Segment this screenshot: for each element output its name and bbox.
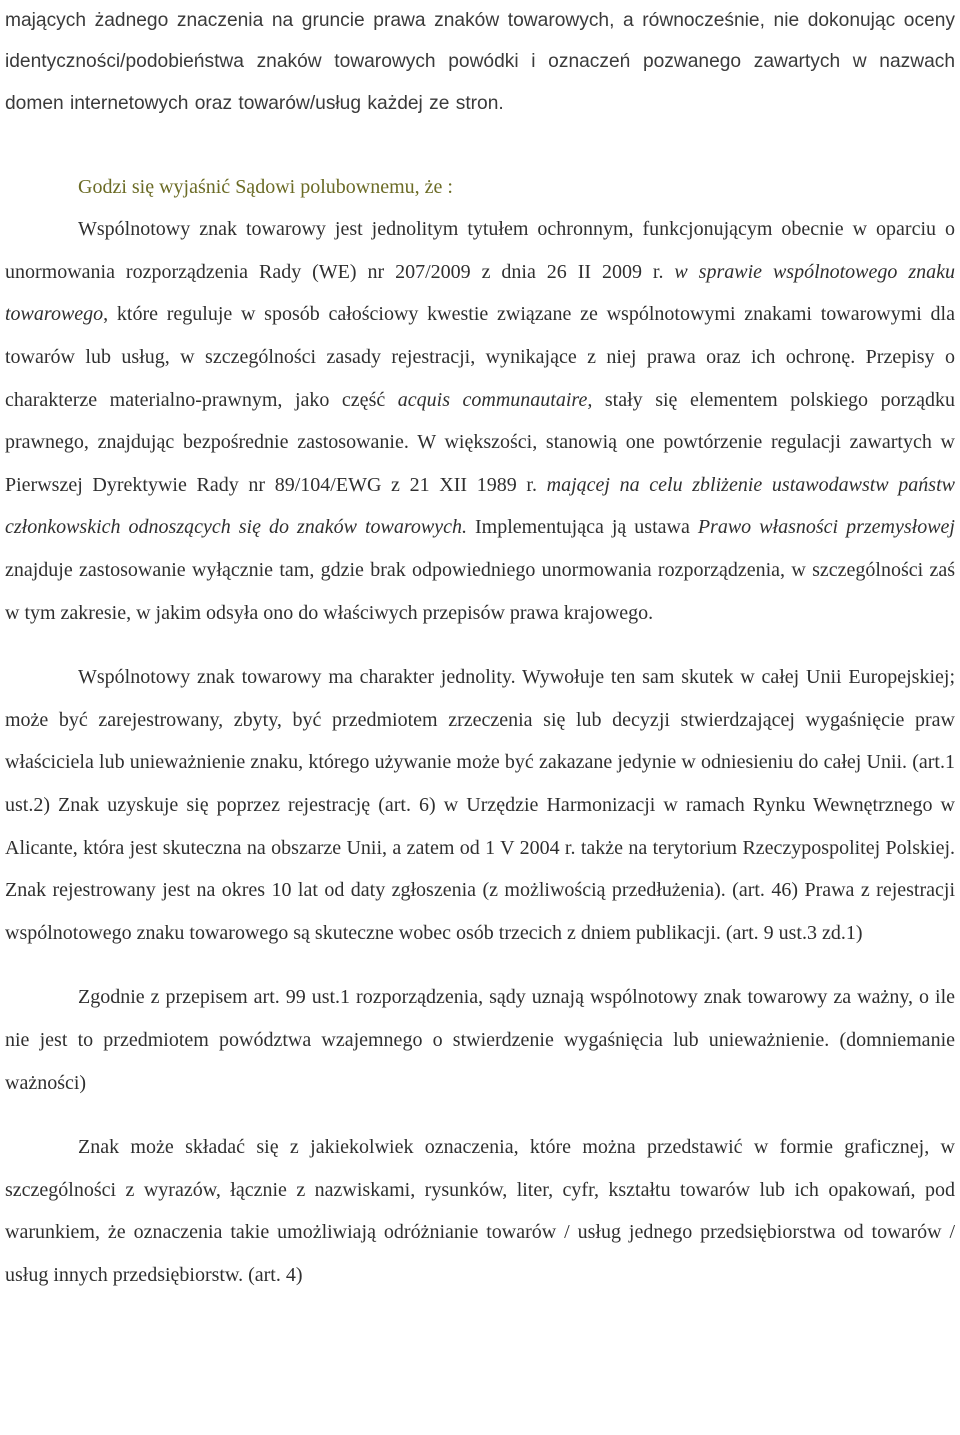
paragraph-community-trademark	[5, 208, 955, 634]
p1-acquis-term: acquis communautaire,	[397, 388, 593, 411]
paragraph-validity-presumption: Zgodnie z przepisem art. 99 ust.1 rozporządzenia, sądy uznają wspólnotowy znak towarowy za ważny, o ile nie jest to przedmiotem powództwa wzajemnego o stwierdzenie wygaśnięcia lub unieważnienie. (domniemanie ważności)	[5, 986, 955, 1094]
p1-directive-title: mającej na celu zbliżenie ustawodawstw państw członkowskich odnoszących się do znaków towarowych.	[5, 473, 955, 539]
intro-paragraph: mających żadnego znaczenia na gruncie prawa znaków towarowych, a równocześnie, nie dokonując oceny identyczności/podobieństwa znaków towarowych powódki i oznaczeń pozwanego zawartych w nazwach domen internetowych oraz towarów/usług każdej ze stron.	[5, 10, 955, 114]
paragraph-sign-definition: Znak może składać się z jakiekolwiek oznaczenia, które można przedstawić w formie graficznej, w szczególności z wyrazów, łącznie z nazwiskami, rysunków, liter, cyfr, kształtu towarów lub ich opakowań, pod warunkiem, że oznaczenia takie umożliwiają odróżnianie towarów / usług jednego przedsiębiorstwa od towarów / usług innych przedsiębiorstw. (art. 4)	[5, 1136, 955, 1286]
p1-text-2: , które reguluje w sposób całościowy kwestie związane ze wspólnotowymi znakami towarowymi dla towarów lub usług, w szczególności zasady rejestracji, wynikające z niej prawa oraz ich ochronę. Przepisy o charakterze materialno-prawnym, jako część	[5, 303, 955, 411]
p1-text-5: znajduje zastosowanie wyłącznie tam, gdzie brak odpowiedniego unormowania rozporządzenia, w szczególności zaś w tym zakresie, w jakim odsyła ono do właściwych przepisów prawa krajowego.	[5, 558, 955, 624]
p1-regulation-title: w sprawie wspólnotowego znaku towarowego	[5, 260, 955, 326]
section-heading: Godzi się wyjaśnić Sądowi polubownemu, że :	[78, 176, 453, 199]
p1-text-3: stały się elementem polskiego porządku prawnego, znajdując bezpośrednie zastosowanie. W większości, stanowią one powtórzenie regulacji zawartych w Pierwszej Dyrektywie Rady nr 89/104/EWG z 21 XII 1989 r.	[5, 388, 955, 496]
paragraph-unitary-character: Wspólnotowy znak towarowy ma charakter jednolity. Wywołuje ten sam skutek w całej Unii Europejskiej; może być zarejestrowany, zbyty, być przedmiotem zrzeczenia się lub decyzji stwierdzającej wygaśnięcie praw właściciela lub unieważnienie znaku, którego używanie może być zakazane jedynie w odniesieniu do całej Unii. (art.1 ust.2) Znak uzyskuje się poprzez rejestrację (art. 6) w Urzędzie Harmonizacji w ramach Rynku Wewnętrznego w Alicante, która jest skuteczna na obszarze Unii, a zatem od 1 V 2004 r. także na terytorium Rzeczypospolitej Polskiej. Znak rejestrowany jest na okres 10 lat od daty zgłoszenia (z możliwością przedłużenia). (art. 46) Prawa z rejestracji wspólnotowego znaku towarowego są skuteczne wobec osób trzecich z dniem publikacji. (art. 9 ust.3 zd.1)	[5, 666, 955, 944]
p1-text-1: Wspólnotowy znak towarowy jest jednolitym tytułem ochronnym, funkcjonującym obecnie w oparciu o unormowania rozporządzenia Rady (WE) nr 207/2009 z dnia 26 II 2009 r.	[5, 218, 955, 283]
p1-act-title: Prawo własności przemysłowej	[697, 516, 955, 539]
document-page	[5, 0, 955, 1296]
p1-text-4: Implementująca ją ustawa	[467, 516, 698, 539]
